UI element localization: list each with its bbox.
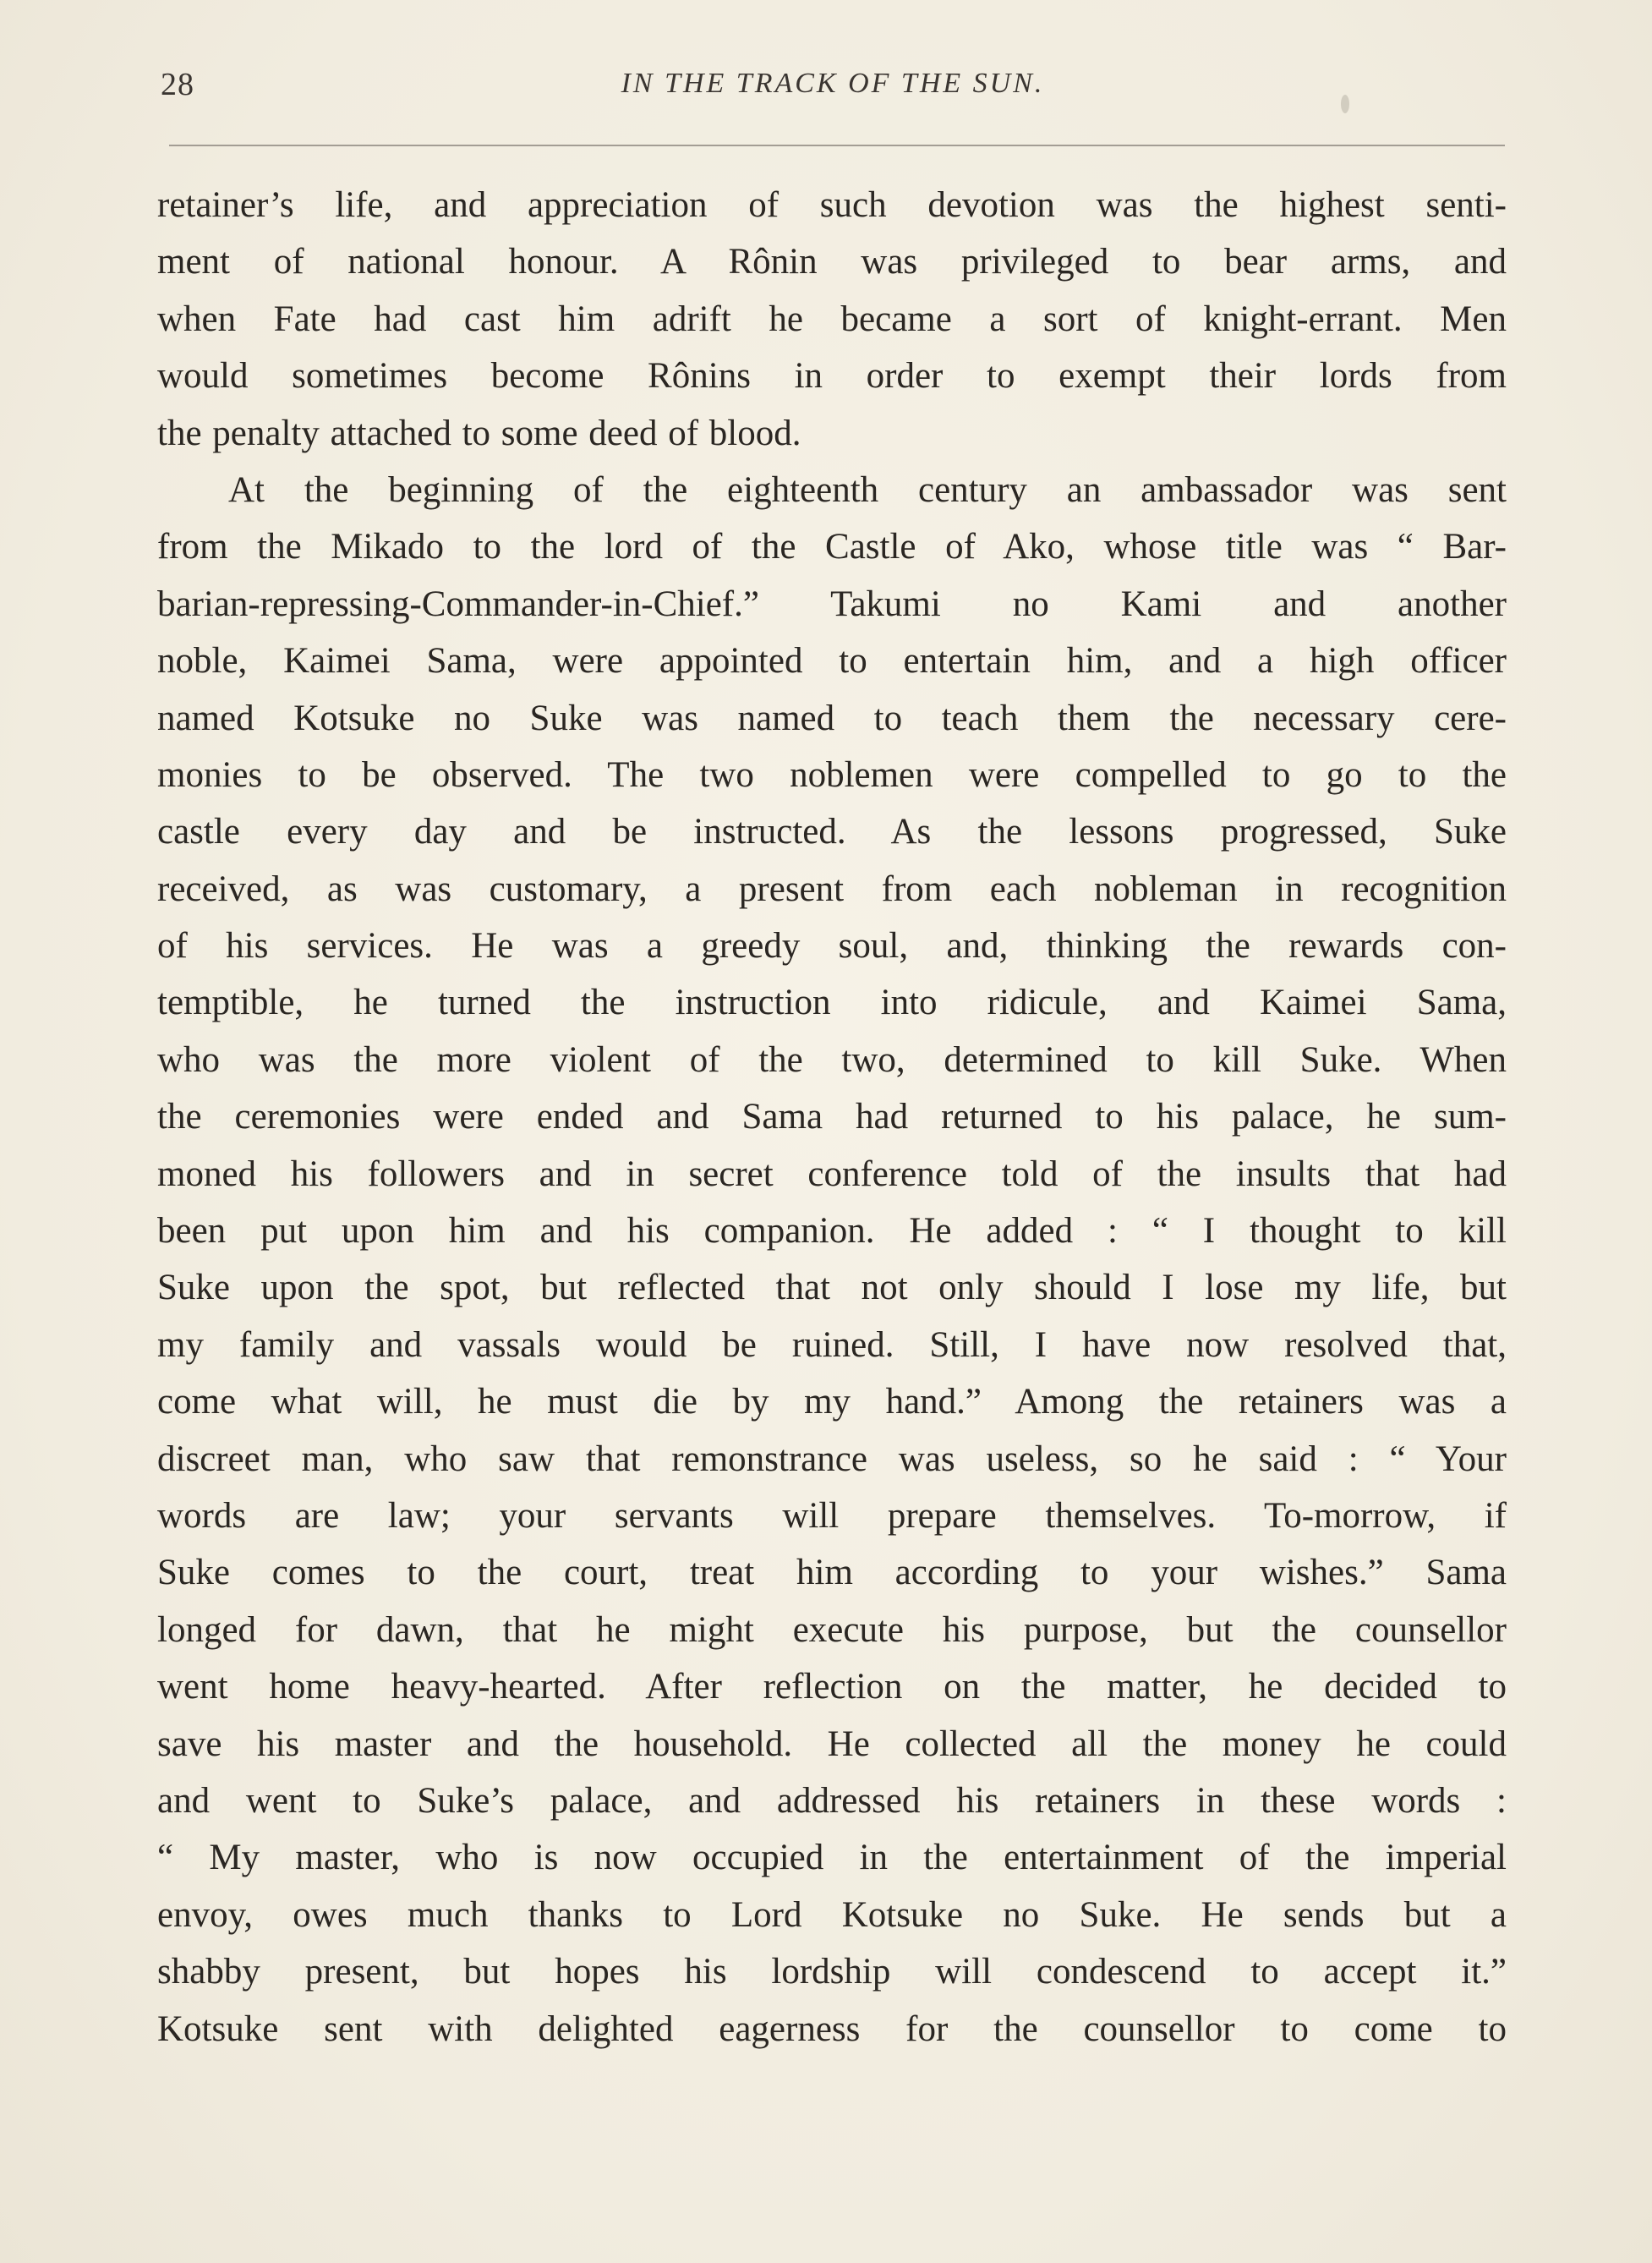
- text-line: when Fate had cast him adrift he became a sort of knight-errant. Men: [157, 299, 1507, 339]
- text-line: monies to be observed. The two noblemen were compelled to go to the: [157, 754, 1507, 795]
- text-line: from the Mikado to the lord of the Castle of Ako, whose title was “ Bar-: [157, 527, 1507, 567]
- text-line: Suke upon the spot, but reflected that not only should I lose my life, but: [157, 1268, 1507, 1308]
- text-line: received, as was customary, a present from each nobleman in recognition: [157, 868, 1507, 909]
- text-line: come what will, he must die by my hand.” Among the retainers was a: [157, 1382, 1507, 1422]
- text-line: save his master and the household. He collected all the money he could: [157, 1723, 1507, 1764]
- text-line: words are law; your servants will prepare themselves. To-morrow, if: [157, 1495, 1507, 1536]
- text-line: of his services. He was a greedy soul, and, thinking the rewards con-: [157, 926, 1507, 967]
- text-line: the ceremonies were ended and Sama had returned to his palace, he sum-: [157, 1097, 1507, 1137]
- text-line: envoy, owes much thanks to Lord Kotsuke no Suke. He sends but a: [157, 1894, 1507, 1935]
- text-line: my family and vassals would be ruined. Still, I have now resolved that,: [157, 1324, 1507, 1365]
- ink-smudge: [1341, 95, 1349, 113]
- text-line: retainer’s life, and appreciation of such devotion was the highest senti-: [157, 185, 1507, 225]
- text-line: longed for dawn, that he might execute his purpose, but the counsellor: [157, 1609, 1507, 1650]
- paragraph-start-line: At the beginning of the eighteenth century an ambassador was sent: [228, 469, 1507, 510]
- text-line: Kotsuke sent with delighted eagerness for the counsellor to come to: [157, 2008, 1507, 2049]
- text-line: who was the more violent of the two, determined to kill Suke. When: [157, 1039, 1507, 1080]
- text-line: shabby present, but hopes his lordship will condescend to accept it.”: [157, 1952, 1507, 1992]
- text-line: named Kotsuke no Suke was named to teach them the necessary cere-: [157, 698, 1507, 738]
- body-text: [157, 179, 1507, 2060]
- text-line: castle every day and be instructed. As the lessons progressed, Suke: [157, 812, 1507, 852]
- text-line: noble, Kaimei Sama, were appointed to entertain him, and a high officer: [157, 641, 1507, 682]
- running-title: IN THE TRACK OF THE SUN.: [621, 68, 1045, 99]
- text-line: Suke comes to the court, treat him according to your wishes.” Sama: [157, 1553, 1507, 1593]
- header-rule: [169, 145, 1505, 146]
- text-line: discreet man, who saw that remonstrance was useless, so he said : “ Your: [157, 1438, 1507, 1479]
- text-line: went home heavy-hearted. After reflection on the matter, he decided to: [157, 1667, 1507, 1707]
- text-line: “ My master, who is now occupied in the entertainment of the imperial: [157, 1838, 1507, 1878]
- text-line: would sometimes become Rônins in order to exempt their lords from: [157, 356, 1507, 397]
- text-line: ment of national honour. A Rônin was privileged to bear arms, and: [157, 242, 1507, 282]
- paragraph-end-line: the penalty attached to some deed of blood.: [157, 413, 801, 453]
- text-line: been put upon him and his companion. He added : “ I thought to kill: [157, 1211, 1507, 1252]
- page-number: 28: [161, 67, 194, 102]
- running-head: [161, 66, 1505, 108]
- text-line: barian-repressing-Commander-in-Chief.” Takumi no Kami and another: [157, 584, 1507, 624]
- text-line: temptible, he turned the instruction into ridicule, and Kaimei Sama,: [157, 983, 1507, 1023]
- text-line: moned his followers and in secret conference told of the insults that had: [157, 1153, 1507, 1194]
- text-line: and went to Suke’s palace, and addressed his retainers in these words :: [157, 1780, 1507, 1821]
